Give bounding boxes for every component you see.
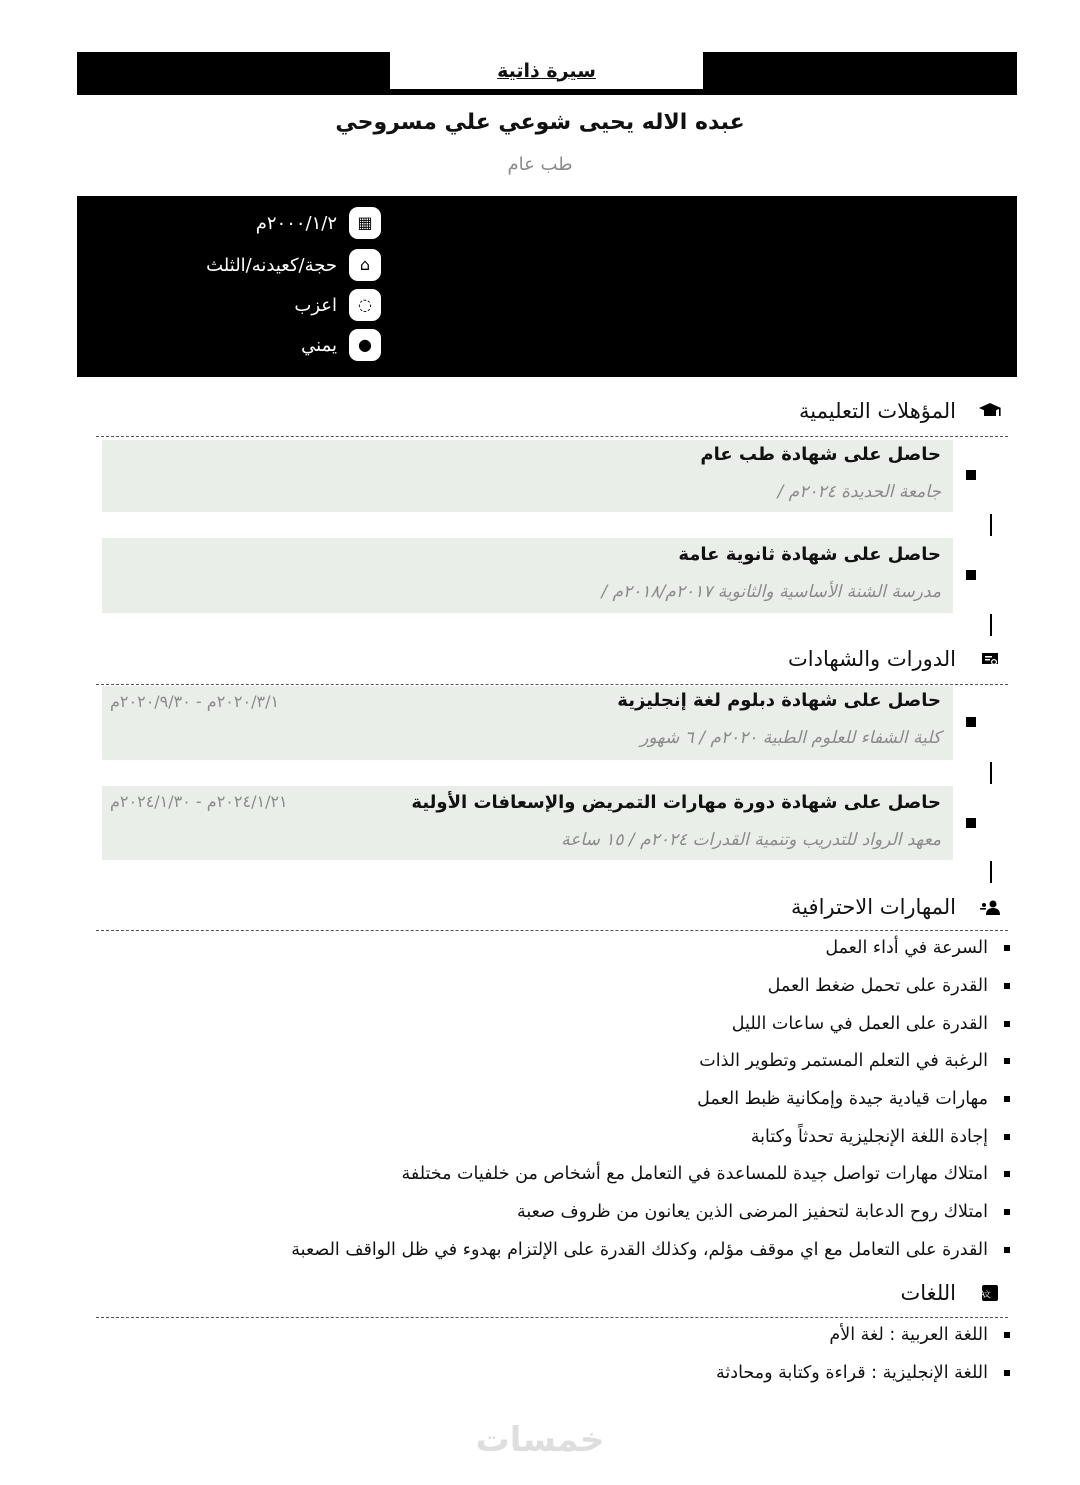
entry-subtitle: جامعة الحديدة ٢٠٢٤م / [777,482,941,502]
users-icon [970,892,1010,922]
marital-status: اعزب [294,294,337,316]
translate-icon [970,1278,1010,1308]
entry-title: حاصل على شهادة طب عام [700,444,941,465]
skill-item: السرعة في أداء العمل [825,938,1010,958]
timeline-bar [990,861,992,883]
entry-bullet [966,570,976,580]
bullet [1004,1021,1010,1027]
skills-title: المهارات الاحترافية [790,895,956,919]
calendar-icon: ▦ [349,207,381,239]
info-row-nationality [301,328,381,362]
bullet [1004,983,1010,989]
address: حجة/كعيدنه/الثلث [206,254,337,276]
entry-bullet [966,470,976,480]
info-row-marital [294,288,381,322]
skill-item: امتلاك روح الدعابة لتحفيز المرضى الذين يعانون من ظروف صعبة [517,1202,1010,1222]
watermark: خمسات [475,1420,605,1460]
bullet [1004,1171,1010,1177]
languages-title: اللغات [900,1281,956,1305]
entry-subtitle: كلية الشفاء للعلوم الطبية ٢٠٢٠م / ٦ شهور [640,728,941,748]
skills-section-header [791,892,1010,922]
divider [96,930,1008,931]
bullet [1004,1247,1010,1253]
education-entry [102,538,953,613]
courses-section-header [788,644,1010,674]
skill-item: مهارات قيادية جيدة وإمكانية ظبط العمل [697,1089,1010,1109]
course-entry [102,786,953,860]
language-item: اللغة الإنجليزية : قراءة وكتابة ومحادثة [716,1363,1010,1383]
bullet [1004,1058,1010,1064]
nationality: يمني [301,334,337,356]
course-entry [102,686,953,760]
entry-bullet [966,717,976,727]
languages-section-header [901,1278,1010,1308]
info-row-birthdate [256,206,381,240]
ring-icon: ◌ [349,289,381,321]
entry-bullet [966,818,976,828]
entry-title: حاصل على شهادة ثانوية عامة [678,544,941,565]
divider [96,684,1008,685]
birthdate: ٢٠٠٠/١/٢م [255,212,337,234]
graduation-cap-icon [970,396,1010,426]
bullet [1004,1332,1010,1338]
bullet [1004,1134,1010,1140]
language-item: اللغة العربية : لغة الأم [829,1325,1010,1345]
document-title: سيرة ذاتية [390,52,703,89]
bullet [1004,945,1010,951]
personal-info-panel [77,196,1017,377]
timeline-bar [990,614,992,636]
svg-text:文: 文 [983,1290,991,1299]
skill-item: إجادة اللغة الإنجليزية تحدثاً وكتابة [751,1127,1010,1147]
globe-icon: ● [349,329,381,361]
timeline-bar [990,762,992,784]
entry-subtitle: معهد الرواد للتدريب وتنمية القدرات ٢٠٢٤م / ١٥ ساعة [561,830,941,850]
timeline-bar [990,514,992,536]
bullet [1004,1370,1010,1376]
bullet [1004,1096,1010,1102]
home-icon: ⌂ [349,249,381,281]
entry-subtitle: مدرسة الشنة الأساسية والثانوية ٢٠١٧م/٢٠١٨م / [601,582,941,602]
divider [96,436,1008,437]
entry-title: حاصل على شهادة دورة مهارات التمريض والإسعافات الأولية [411,792,941,813]
education-section-header [799,396,1010,426]
info-row-address [206,248,381,282]
bullet [1004,1209,1010,1215]
person-name: عبده الاله يحيى شوعي علي مسروحي [335,110,745,135]
skill-item: القدرة على تحمل ضغط العمل [768,976,1010,996]
profession: طب عام [507,154,573,175]
entry-date: ٢٠٢٠/٣/١م - ٢٠٢٠/٩/٣٠م [110,692,280,711]
svg-text:A: A [978,1290,985,1300]
education-title: المؤهلات التعليمية [799,399,956,423]
entry-title: حاصل على شهادة دبلوم لغة إنجليزية [617,690,941,711]
skill-item: الرغبة في التعلم المستمر وتطوير الذات [699,1051,1010,1071]
divider [96,1317,1008,1318]
courses-title: الدورات والشهادات [788,647,956,671]
certificate-icon [970,644,1010,674]
education-entry [102,440,953,512]
skill-item: امتلاك مهارات تواصل جيدة للمساعدة في التعامل مع أشخاص من خلفيات مختلفة [401,1164,1010,1184]
skill-item: القدرة على العمل في ساعات الليل [732,1014,1010,1034]
skill-item: القدرة على التعامل مع اي موقف مؤلم، وكذلك القدرة على الإلتزام بهدوء في ظل الواقف الصعبة [291,1240,1010,1260]
entry-date: ٢٠٢٤/١/٢١م - ٢٠٢٤/١/٣٠م [110,792,288,811]
